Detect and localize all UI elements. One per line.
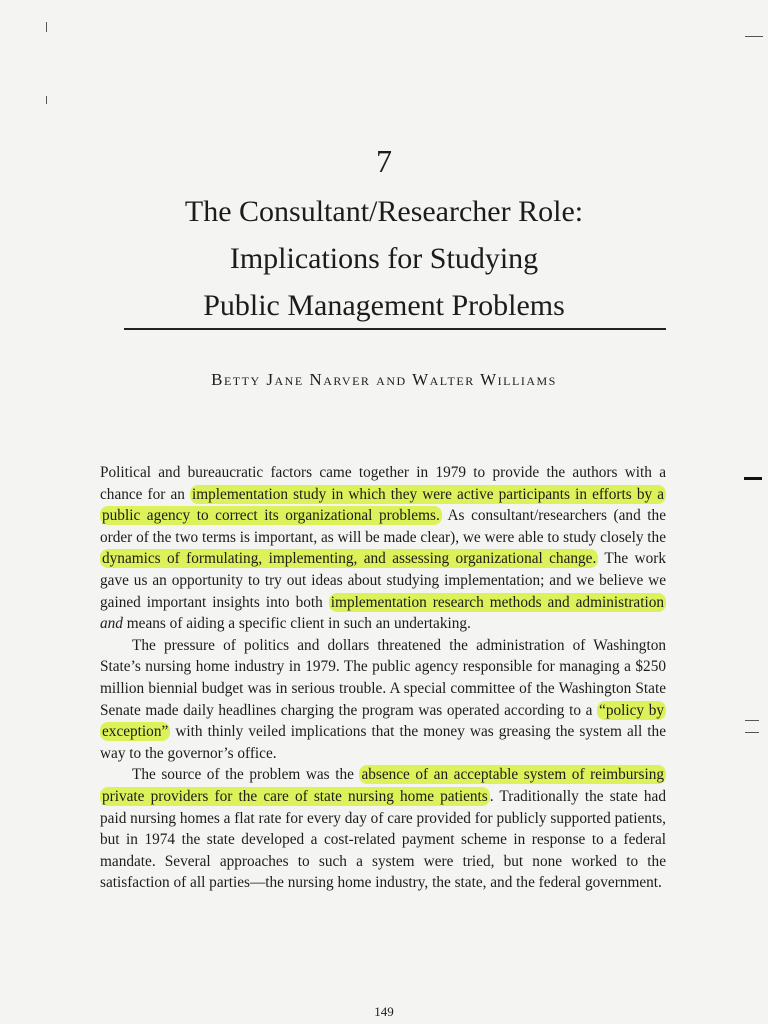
chapter-title-line: Public Management Problems (203, 289, 565, 322)
body-paragraph (100, 462, 666, 635)
text-run: means of aiding a specific client in such an undertaking. (122, 615, 471, 633)
body-paragraph (100, 635, 666, 765)
highlighted-text: implementation research methods and administration (330, 593, 665, 611)
title-divider (124, 328, 666, 330)
highlighted-text: dynamics of formulating, implementing, and assessing organizational change. (102, 550, 597, 568)
highlighted-text: implementation study in which they were active participants in efforts by a public agency to correct its organizational problems. (102, 485, 664, 525)
margin-mark (46, 22, 47, 32)
chapter-title (0, 188, 768, 329)
margin-mark (46, 96, 47, 104)
text-run: The source of the problem was the (132, 766, 360, 784)
highlighted-text: absence of an acceptable system of reimbursing private providers for the care of state nursing home patients (102, 766, 665, 805)
chapter-body-text (100, 462, 666, 894)
text-run: As consultant/researchers (and the order of the two terms is important, as will be made clear), we were able to study closely the (100, 507, 666, 546)
margin-mark (745, 720, 759, 721)
chapter-number: 7 (376, 143, 392, 179)
chapter-authors: Betty Jane Narver and Walter Williams (211, 370, 557, 389)
text-run: . Traditionally the state had paid nursing homes a flat rate for every day of care provided for publicly supported patients, but in 1974 the state developed a cost-related payment scheme in response to a federal mandate. Several approaches to such a system were tried, but none worked to the satisfaction of all parties—the nursing home industry, the state, and the federal government. (100, 787, 666, 892)
margin-mark (745, 732, 759, 733)
chapter-title-line: The Consultant/Researcher Role: (184, 195, 584, 228)
text-run: with thinly veiled implications that the money was greasing the system all the way to the governor’s office. (100, 723, 666, 762)
text-run: The pressure of politics and dollars threatened the administration of Washington State’s nursing home industry in 1979. The public agency responsible for managing a $250 million biennial budget was in serious trouble. A special committee of the Washington State Senate made daily headlines charging the program was operated according to a (100, 636, 666, 719)
chapter-title-line: Implications for Studying (229, 242, 539, 275)
italic-text: and (100, 615, 123, 633)
margin-mark (744, 477, 762, 480)
text-run: Political and bureaucratic factors came together in 1979 to provide the authors with a chance for an (100, 464, 666, 503)
page-number: 149 (374, 1004, 394, 1019)
margin-mark (745, 36, 763, 37)
body-paragraph (100, 764, 666, 894)
highlighted-text: “policy by exception” (102, 701, 664, 741)
text-run: The work gave us an opportunity to try out ideas about studying implementation; and we believe we gained important insights into both (100, 550, 666, 611)
